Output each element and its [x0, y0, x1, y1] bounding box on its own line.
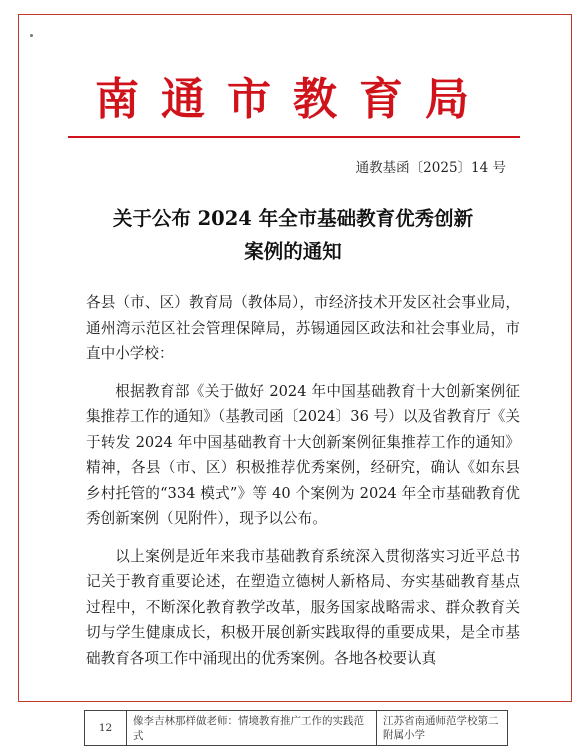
org-title: 南通市教育局: [95, 74, 491, 125]
notice-title: [40, 202, 546, 268]
case-title: 像李吉林那样做老师：情境教育推广工作的实践范式: [127, 711, 377, 745]
notice-title-line-1: 关于公布 2024 年全市基础教育优秀创新: [112, 207, 474, 230]
paragraph-2: 以上案例是近年来我市基础教育系统深入贯彻落实习近平总书记关于教育重要论述，在塑造立德树人新格局、夯实基础教育基点过程中，不断深化教育教学改革，服务国家战略需求、群众教育关切与学生健康成长，积极开展创新实践取得的重要成果，是全市基础教育各项工作中涌现出的优秀案例。各地各校要认真: [86, 547, 520, 667]
paragraph-1: 根据教育部《关于做好 2024 年中国基础教育十大创新案例征集推荐工作的通知》（基教司函〔2024〕36 号）以及省教育厅《关于转发 2024 年中国基础教育十大创新案例征集推荐工作的通知》精神，各县（市、区）积极推荐优秀案例，经研究，确认《如东县乡村托管的“334 模式”》等 40 个案例为 2024 年全市基础教育优秀创新案例（见附件），现予以公布。: [86, 382, 520, 527]
notice-body: [86, 290, 520, 683]
row-number: 12: [85, 711, 127, 745]
salutation: 各县（市、区）教育局（教体局），市经济技术开发区社会事业局，通州湾示范区社会管理保障局，苏锡通园区政法和社会事业局，市直中小学校：: [86, 294, 520, 362]
school-name: 江苏省南通师范学校第二附属小学: [383, 715, 499, 741]
attachment-table-row: [84, 710, 508, 746]
document-number: 通教基函〔2025〕14 号: [355, 160, 506, 176]
red-divider-line: [68, 136, 520, 138]
notice-title-line-2: 案例的通知: [244, 240, 342, 263]
